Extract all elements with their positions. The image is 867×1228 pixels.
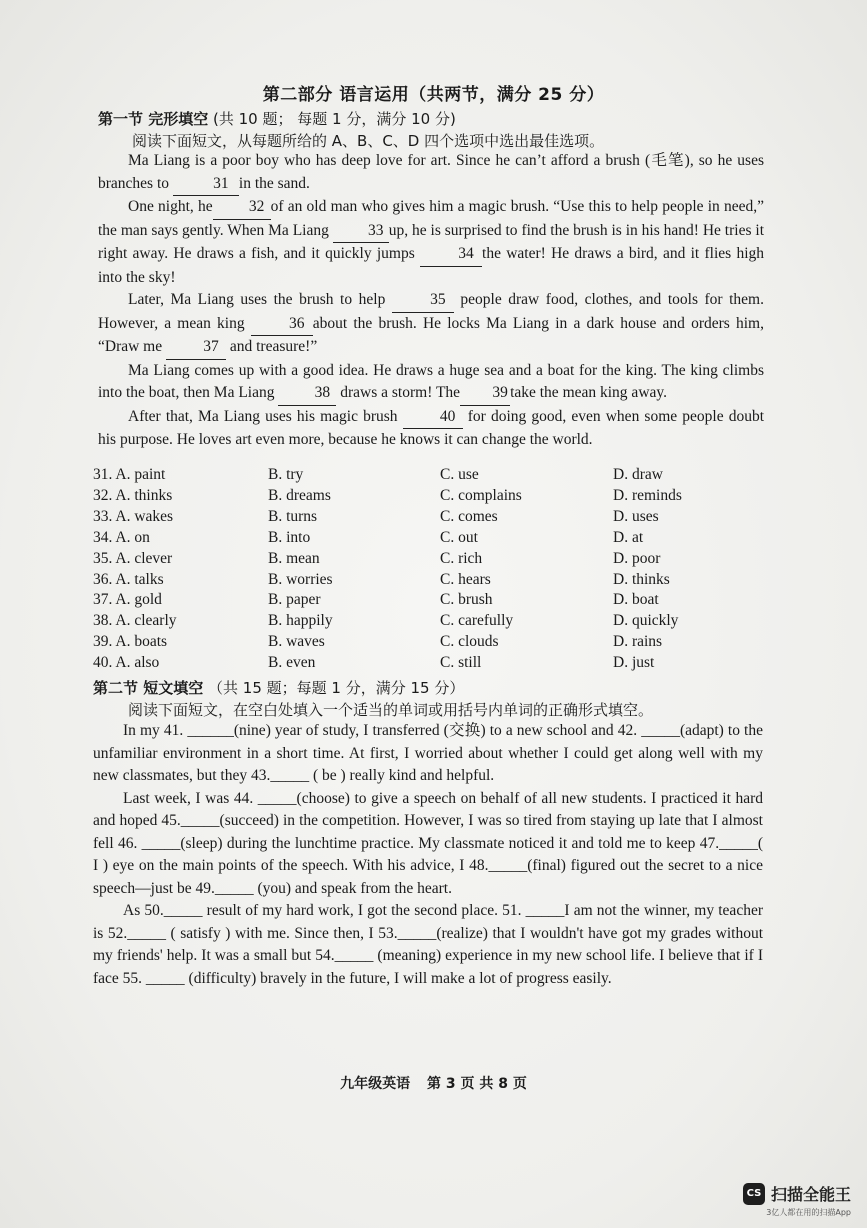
- option-b: B. into: [268, 528, 311, 546]
- blank-40: 40: [403, 406, 463, 430]
- options-row-39: [93, 632, 773, 653]
- options-table: [93, 465, 773, 674]
- option-a: 35. A. clever: [93, 549, 173, 567]
- option-d: D. thinks: [613, 570, 670, 588]
- option-a: 34. A. on: [93, 528, 150, 546]
- cloze-paragraph-2: One night, he 32 of an old man who gives him a magic brush. “Use this to help people in need,” the man says gently. When Ma Liang 33 up, he is surprised to find the brush is in his hand! He tries it right away. He draws a fish, and it quickly jumps 34 the water! He draws a bird, and it flies high into the sky!: [98, 198, 764, 286]
- option-a: 31. A. paint: [93, 466, 166, 483]
- blank-32: 32: [213, 196, 271, 220]
- option-b: B. mean: [268, 549, 320, 567]
- option-d: D. just: [613, 654, 655, 672]
- blank-33: 33: [333, 220, 389, 244]
- page-footer: [0, 1073, 867, 1093]
- scanner-watermark: [743, 1182, 851, 1218]
- option-b: B. paper: [268, 591, 321, 609]
- cloze-paragraph-4: Ma Liang comes up with a good idea. He draws a huge sea and a boat for the king. The king climbs into the boat, then Ma Liang 38 draws a storm! The 39 take the mean king away.: [98, 360, 764, 406]
- option-d: D. boat: [613, 591, 659, 609]
- option-a: 39. A. boats: [93, 633, 168, 651]
- options-row-40: [93, 653, 773, 674]
- fill-passage: [93, 720, 763, 990]
- fill-paragraph-2: Last week, I was 44. _____(choose) to give a speech on behalf of all new students. I practiced it hard and hoped 45._____(succeed) in the competition. However, I was so tired from staying up late that I almost fell 46. _____(sleep) during the lunchtime practice. My classmate noticed it and told me to keep 47._____( I ) eye on the main points of the speech. With his advice, I 48._____(final) figured out the secret to a nice speech—just be 49._____ (you) and speak from the heart.: [93, 789, 763, 897]
- option-c: C. carefully: [440, 612, 514, 630]
- brand-tagline: 3亿人都在用的扫描App: [766, 1208, 851, 1217]
- blank-34: 34: [420, 243, 482, 267]
- blank-36: 36: [251, 313, 313, 337]
- blank-37: 37: [166, 336, 226, 360]
- option-b: B. even: [268, 654, 316, 672]
- blank-39: 39: [460, 382, 510, 406]
- option-a: 37. A. gold: [93, 591, 162, 609]
- option-b: B. try: [268, 466, 304, 483]
- option-d: D. draw: [613, 466, 663, 483]
- option-d: D. at: [613, 528, 644, 546]
- option-a: 40. A. also: [93, 654, 160, 672]
- footer-subject: 九年级英语: [340, 1076, 411, 1092]
- options-row-35: [93, 549, 773, 570]
- option-c: C. comes: [440, 507, 498, 525]
- option-c: C. hears: [440, 570, 491, 588]
- option-a: 33. A. wakes: [93, 507, 174, 525]
- option-c: C. complains: [440, 486, 522, 504]
- section1-name: 第一节 完形填空: [98, 110, 209, 128]
- option-c: C. out: [440, 528, 478, 546]
- camscanner-logo-icon: CS: [743, 1183, 765, 1205]
- option-d: D. poor: [613, 549, 661, 567]
- fill-paragraph-3: As 50._____ result of my hard work, I got the second place. 51. _____I am not the winner, my teacher is 52._____ ( satisfy ) with me. Since then, I 53._____(realize) that I wouldn't have got my grades without my friends' help. It was a small but 54._____ (meaning) experience in my new school life. I believe that if I face 55. _____ (difficulty) bravely in the future, I will make a lot of progress easily.: [93, 902, 763, 987]
- option-d: D. quickly: [613, 612, 679, 630]
- options-row-34: [93, 528, 773, 549]
- option-c: C. still: [440, 654, 482, 672]
- blank-38: 38: [278, 382, 336, 406]
- option-c: C. rich: [440, 549, 483, 567]
- options-row-36: [93, 570, 773, 591]
- section2-instruction: 阅读下面短文，在空白处填入一个适当的单词或用括号内单词的正确形式填空。: [128, 701, 654, 719]
- cloze-paragraph-5: After that, Ma Liang uses his magic brush 40 for doing good, even when some people doubt his purpose. He loves art even more, because he knows it can change the world.: [98, 407, 764, 448]
- section1-note: (共 10 题； 每题 1 分，满分 10 分): [213, 110, 456, 128]
- options-row-32: [93, 486, 773, 507]
- options-row-31: [93, 465, 773, 486]
- option-c: C. clouds: [440, 633, 499, 651]
- cloze-paragraph-1: Ma Liang is a poor boy who has deep love for art. Since he can’t afford a brush (毛笔), so he uses branches to 31 in the sand.: [98, 150, 764, 196]
- option-b: B. happily: [268, 612, 333, 630]
- section1-heading: [98, 108, 456, 129]
- cloze-passage: [98, 150, 764, 452]
- brand-name: 扫描全能王: [770, 1185, 851, 1204]
- options-row-38: [93, 611, 773, 632]
- option-d: D. uses: [613, 507, 659, 525]
- part-title: 第二部分 语言运用（共两节，满分 25 分）: [262, 85, 605, 105]
- cloze-paragraph-3: Later, Ma Liang uses the brush to help 35 people draw food, clothes, and tools for them. However, a mean king 36 about the brush. He locks Ma Liang in a dark house and orders him, “Draw me 37 and treasure!”: [98, 289, 764, 360]
- footer-page-number: 第 3 页 共 8 页: [427, 1076, 527, 1092]
- option-d: D. rains: [613, 633, 663, 651]
- blank-35: 35: [392, 289, 454, 313]
- blank-31: 31: [173, 173, 239, 197]
- option-b: B. waves: [268, 633, 325, 651]
- option-b: B. turns: [268, 507, 318, 525]
- option-a: 38. A. clearly: [93, 612, 177, 630]
- section2-heading: [93, 677, 464, 698]
- options-row-37: [93, 590, 773, 611]
- section2-name: 第二节 短文填空: [93, 679, 204, 697]
- option-d: D. reminds: [613, 486, 682, 504]
- option-a: 32. A. thinks: [93, 486, 173, 504]
- option-c: C. brush: [440, 591, 493, 609]
- option-b: B. dreams: [268, 486, 331, 504]
- section2-note: （共 15 题；每题 1 分，满分 15 分）: [208, 679, 465, 697]
- section1-instruction: 阅读下面短文，从每题所给的 A、B、C、D 四个选项中选出最佳选项。: [132, 132, 605, 150]
- option-b: B. worries: [268, 570, 333, 588]
- options-row-33: [93, 507, 773, 528]
- fill-paragraph-1: In my 41. ______(nine) year of study, I transferred (交换) to a new school and 42. _____(adapt) to the unfamiliar environment in a short time. At first, I worried about whether I could get along well with my new classmates, but they 43._____ ( be ) really kind and helpful.: [93, 722, 763, 784]
- option-c: C. use: [440, 466, 479, 483]
- option-a: 36. A. talks: [93, 570, 164, 588]
